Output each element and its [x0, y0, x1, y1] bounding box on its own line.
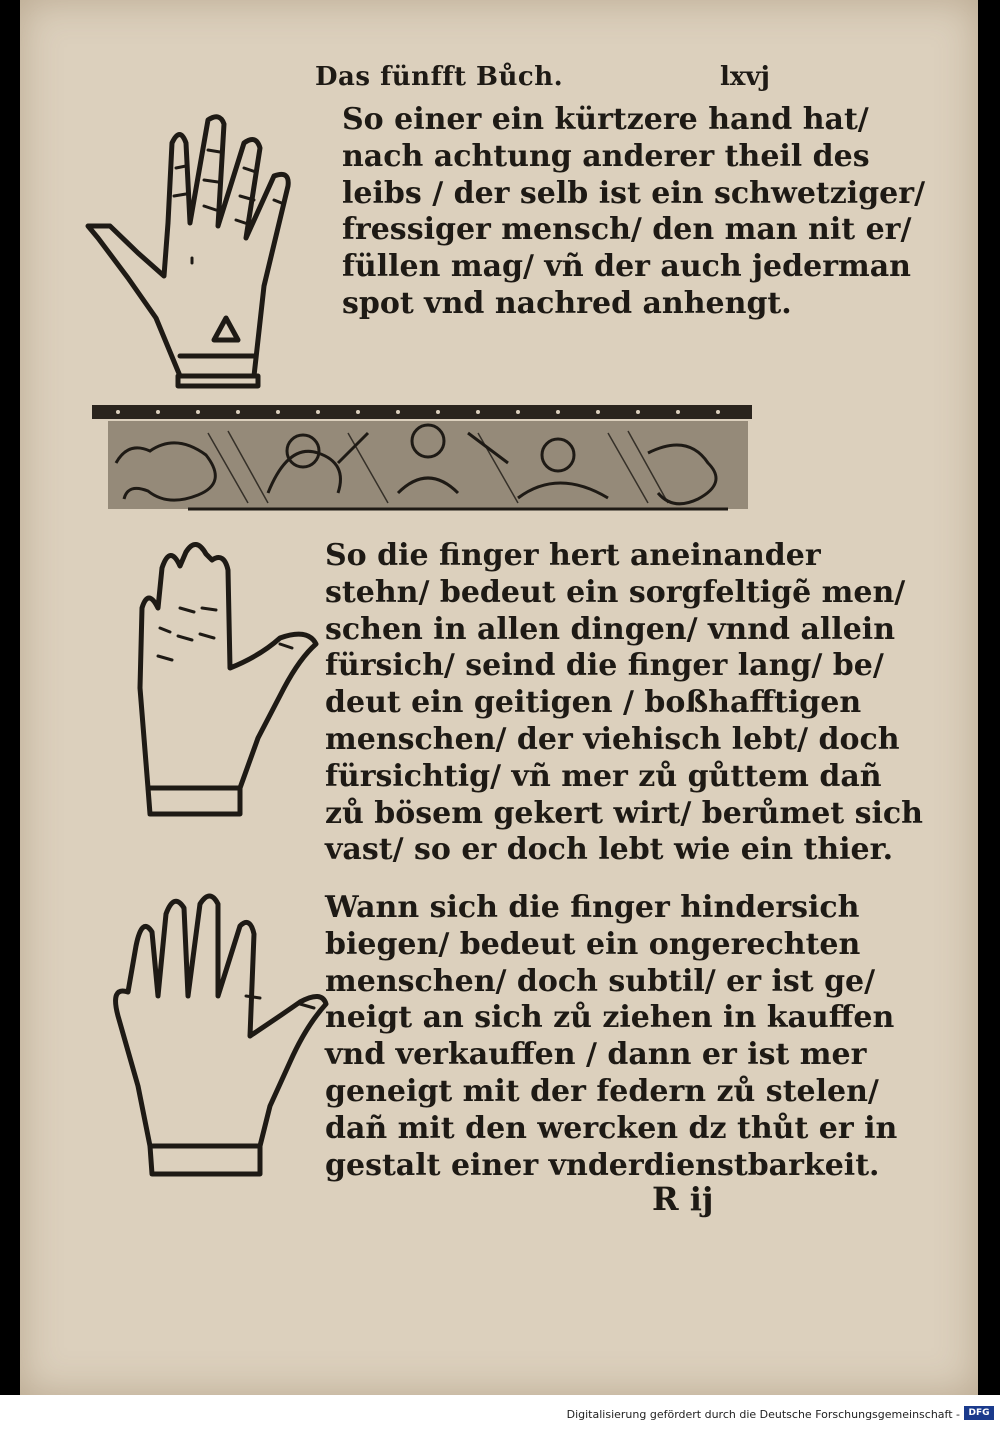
text-line: schen in allen dingen/ vnnd allein	[325, 611, 895, 647]
text-line: So die finger hert aneinander	[325, 538, 821, 573]
text-line: geneigt mit der federn zů stelen/	[325, 1073, 879, 1109]
text-line: biegen/ bedeut ein ongerechten	[325, 926, 861, 962]
funding-notice: Digitalisierung gefördert durch die Deutsche Forschungsgemeinschaft -	[566, 1408, 960, 1421]
hand-woodcut-short-icon	[68, 108, 308, 393]
text-line: füllen mag/ vñ der auch jederman	[342, 249, 911, 285]
text-line: nach achtung anderer theil des	[342, 138, 870, 174]
text-line: vnd verkauffen / dann er ist mer	[325, 1037, 867, 1073]
text-line: stehn/ bedeut ein sorgfeltigẽ men/	[325, 574, 906, 610]
text-line: leibs / der selb ist ein schwetziger/	[342, 175, 926, 211]
text-line: fressiger mensch/ den man nit er/	[342, 212, 912, 248]
dfg-logo-icon: DFG	[964, 1406, 994, 1420]
text-line: dañ mit den wercken dz thůt er in	[325, 1110, 898, 1146]
text-line: fürsichtig/ vñ mer zů gůttem dañ	[325, 758, 882, 794]
book-page	[20, 0, 978, 1395]
text-line: zů bösem gekert wirt/ berůmet sich	[325, 795, 923, 831]
folio-number: lxvj	[720, 62, 770, 92]
text-line: So einer ein kürtzere hand hat/	[342, 102, 869, 137]
footer-bar	[0, 1395, 1000, 1432]
text-line: spot vnd nachred anhengt.	[342, 285, 792, 321]
paragraph-short-hand	[342, 102, 925, 323]
ornamental-frieze-woodcut	[88, 403, 758, 523]
text-line: deut ein geitigen / boßhafftigen	[325, 685, 862, 721]
signature-mark: R ij	[652, 1180, 714, 1218]
hand-woodcut-fingers-bent-back-icon	[100, 886, 330, 1181]
paragraph-fingers-together	[325, 538, 923, 869]
text-line: neigt an sich zů ziehen in kauffen	[325, 1000, 895, 1036]
text-line: gestalt einer vnderdienstbarkeit.	[325, 1147, 880, 1183]
text-line: vast/ so er doch lebt wie ein thier.	[325, 832, 894, 868]
text-line: Wann sich die finger hindersich	[325, 890, 860, 925]
text-line: menschen/ der viehisch lebt/ doch	[325, 721, 900, 757]
paragraph-fingers-bent-back	[325, 890, 897, 1184]
hand-woodcut-fingers-together-icon	[120, 538, 330, 828]
running-header-title: Das fünfft Bůch.	[315, 62, 564, 92]
text-line: fürsich/ seind die finger lang/ be/	[325, 648, 884, 684]
text-line: menschen/ doch subtil/ er ist ge/	[325, 963, 876, 999]
